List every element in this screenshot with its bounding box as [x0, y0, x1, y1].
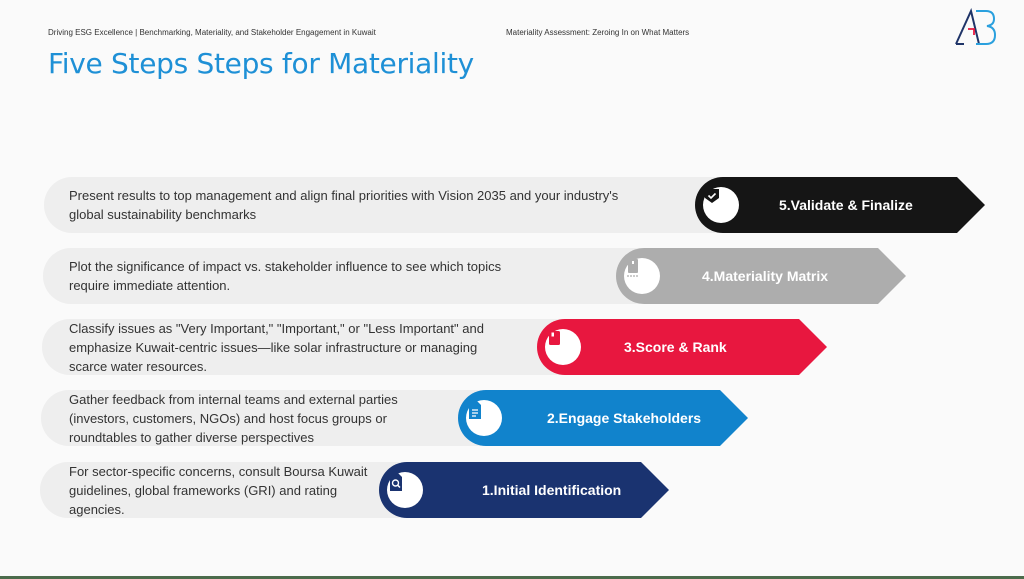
- step-description: For sector-specific concerns, consult Boursa Kuwait guidelines, global frameworks (GRI) and rating agencies.: [69, 464, 368, 517]
- shield-check-icon: [703, 187, 739, 223]
- section-title: Materiality Assessment: Zeroing In on What Matters: [506, 28, 690, 37]
- step-arrow-validate-finalize[interactable]: [695, 177, 985, 233]
- step-arrow-score-rank[interactable]: [537, 319, 827, 375]
- device-icon: [624, 258, 660, 294]
- step-label: 5.Validate & Finalize: [779, 197, 913, 213]
- step-description: Classify issues as "Very Important," "Important," or "Less Important" and emphasize Kuwait-centric issues—like solar infrastructure or managing scarce water resources.: [69, 321, 484, 374]
- step-label: 3.Score & Rank: [624, 339, 727, 355]
- search-document-icon: [387, 472, 423, 508]
- step-description: Present results to top management and align final priorities with Vision 2035 and your industry's global sustainability benchmarks: [69, 188, 619, 222]
- document-icon: [466, 400, 502, 436]
- step-label: 2.Engage Stakeholders: [547, 410, 702, 426]
- step-label: 4.Materiality Matrix: [702, 268, 829, 284]
- step-arrow-initial-identification[interactable]: [379, 462, 669, 518]
- step-arrow-materiality-matrix[interactable]: [616, 248, 906, 304]
- step-row-3: [0, 319, 1024, 375]
- page-title: Five Steps Steps for Materiality: [48, 47, 474, 80]
- ab-logo: [954, 8, 998, 46]
- step-row-4: [0, 248, 1024, 304]
- step-description: Gather feedback from internal teams and external parties (investors, customers, NGOs) and host focus groups or roundtables to gather diverse perspectives: [69, 392, 398, 445]
- step-row-5: [0, 177, 1024, 233]
- step-arrow-engage-stakeholders[interactable]: [458, 390, 748, 446]
- book-icon: [545, 329, 581, 365]
- step-row-1: [0, 462, 1024, 518]
- step-row-2: [0, 390, 1024, 446]
- header-subtitle: Driving ESG Excellence | Benchmarking, Materiality, and Stakeholder Engagement in Kuwait: [48, 28, 376, 37]
- step-label: 1.Initial Identification: [482, 482, 622, 498]
- step-description: Plot the significance of impact vs. stakeholder influence to see which topics require immediate attention.: [69, 259, 502, 293]
